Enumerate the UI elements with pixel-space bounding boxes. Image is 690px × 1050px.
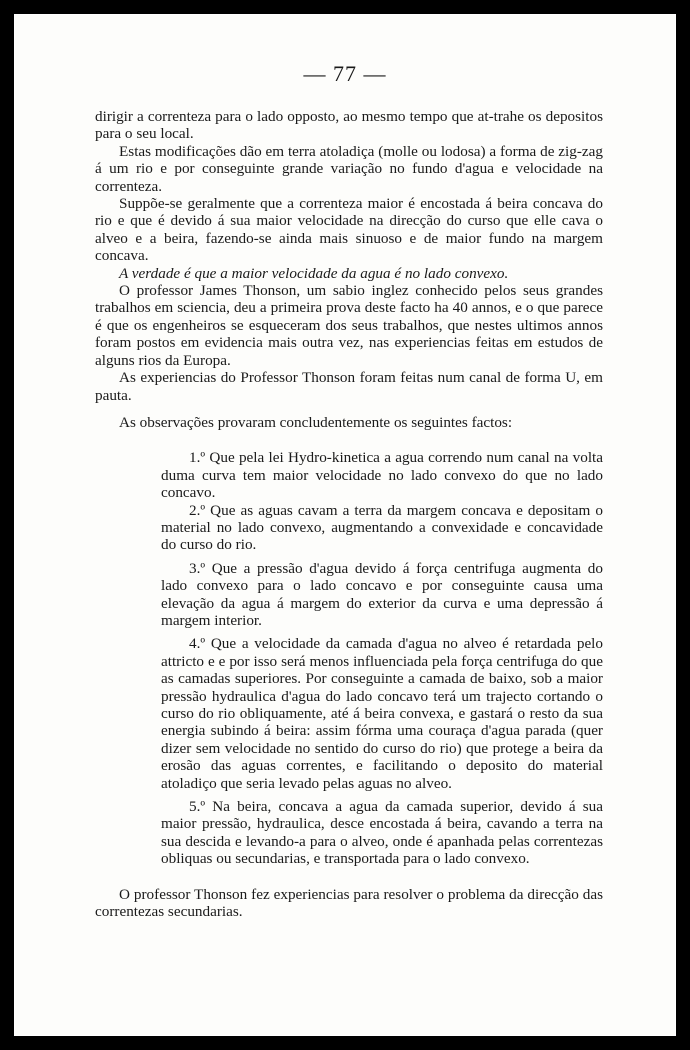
- paragraph: Estas modificações dão em terra atoladiça (molle ou lodosa) a forma de zig-zag á um rio e por conseguinte grande variação no fundo d'agua e velocidade na correnteza.: [95, 142, 603, 195]
- page-number: — 77 —: [303, 61, 387, 86]
- paragraph: As experiencias do Professor Thonson foram feitas num canal de forma U, em pauta.: [95, 369, 603, 404]
- list-item: 4.º Que a velocidade da camada d'agua no alveo é retardada pelo attricto e e por isso será menos influenciada pela força centrifuga do que as camadas superiores. Por conseguinte a camada de baixo, sob a maior pressão hydraulica d'agua do lado concavo terá um trajecto cortando o curso do rio obliquamente, até á beira convexa, e gastará o resto da sua energia subindo á beira: assim fórma uma couraça d'agua parada (quer dizer sem velocidade no sentido do curso do rio) que protege a beira da erosão das aguas correntes, e facilitando o deposito do material atoladiço que seria levado pelas aguas no alveo.: [161, 635, 603, 792]
- emphasis-paragraph: [95, 265, 603, 282]
- paragraph: O professor James Thonson, um sabio inglez conhecido pelos seus grandes trabalhos em sciencia, deu a primeira prova deste facto ha 40 annos, e o que parece é que os engenheiros se esqueceram dos seus trabalhos, que nestes ultimos annos foram postos em evidencia mais outra vez, nas experiencias feitas em estudos de alguns rios da Europa.: [95, 282, 603, 369]
- list-item: 5.º Na beira, concava a agua da camada superior, devido á sua maior pressão, hydraulica, desce encostada á beira, cavando a terra na sua descida e levando-a para o alveo, onde é apanhada pelas correntezas obliquas ou secundarias, e transportada para o lado convexo.: [161, 798, 603, 868]
- closing-paragraph: O professor Thonson fez experiencias para resolver o problema da direcção das correntezas secundarias.: [95, 885, 603, 921]
- list-item: 2.º Que as aguas cavam a terra da margem concava e depositam o material no lado convexo, augmentando a convexidade e concavidade do curso do rio.: [161, 501, 603, 554]
- book-page: [14, 14, 676, 1036]
- paragraph: As observações provaram concludentemente os seguintes factos:: [119, 413, 513, 431]
- list-item: 3.º Que a pressão d'agua devido á força centrifuga augmenta do lado convexo para o lado concavo e por conseguinte causa uma elevação da agua á margem do exterior da curva e uma depressão á margem interior.: [161, 559, 603, 629]
- paragraph: Suppõe-se geralmente que a correnteza maior é encostada á beira concava do rio e que é devido á sua maior velocidade na direcção do curso que elle cava o alveo e a beira, fazendo-se ainda mais sinuoso e de maior fundo na margem concava.: [95, 195, 603, 265]
- body-text: [95, 108, 603, 920]
- numbered-facts-list: [161, 449, 603, 867]
- paragraph: dirigir a correnteza para o lado opposto, ao mesmo tempo que at-trahe os depositos para o seu local.: [95, 108, 603, 143]
- italic-statement: A verdade é que a maior velocidade da agua é no lado convexo.: [119, 264, 509, 282]
- list-item: 1.º Que pela lei Hydro-kinetica a agua correndo num canal na volta duma curva tem maior velocidade no lado convexo do que no lado concavo.: [161, 449, 603, 502]
